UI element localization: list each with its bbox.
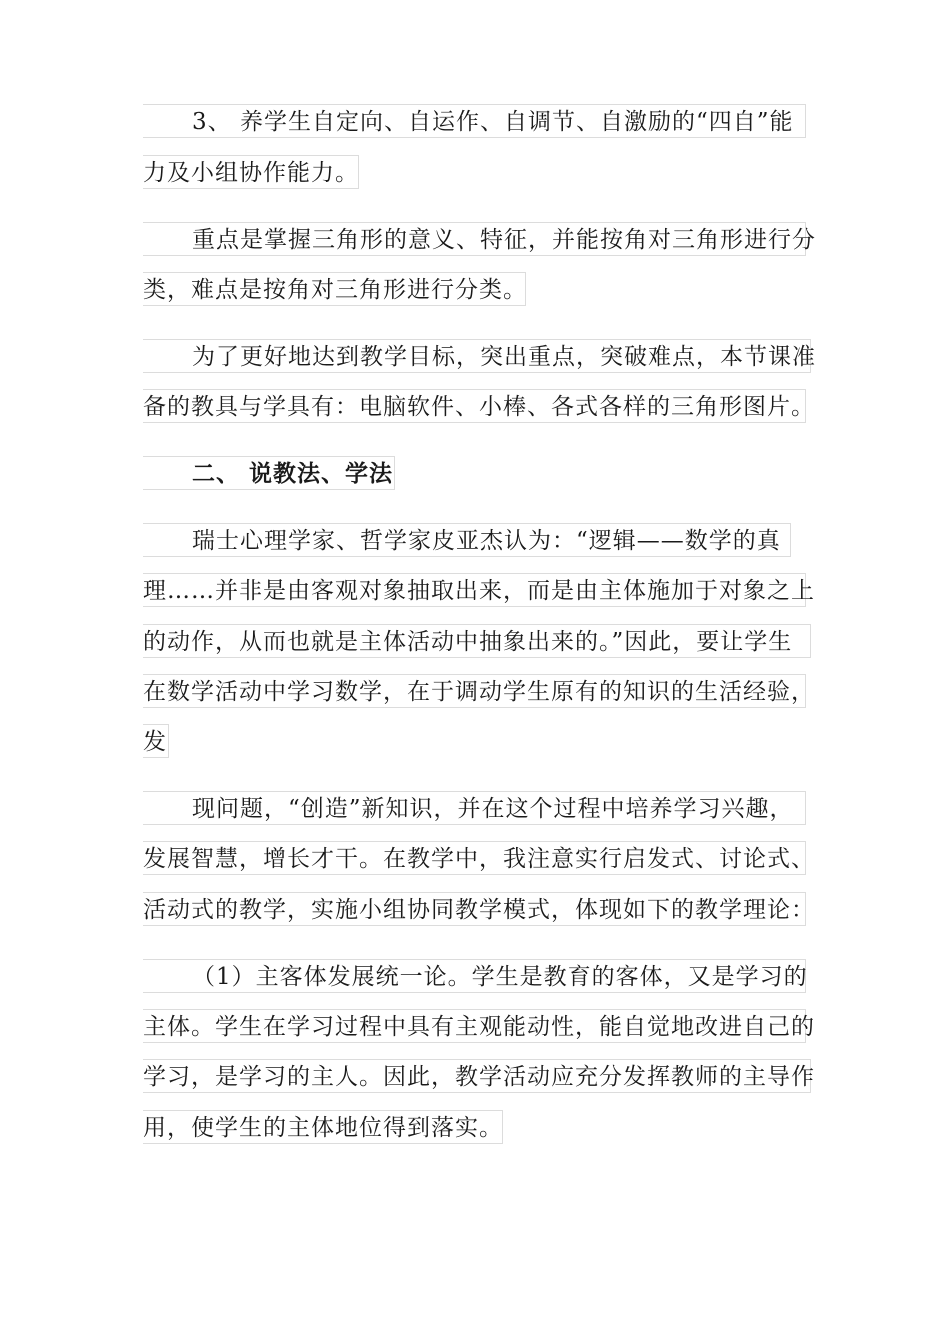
paragraph-line: 为了更好地达到教学目标，突出重点，突破难点，本节课准 <box>143 339 811 373</box>
paragraph-line: 备的教具与学具有：电脑软件、小棒、各式各样的三角形图片。 <box>143 389 806 423</box>
paragraph-line: 发展智慧，增长才干。在教学中，我注意实行启发式、讨论式、 <box>143 841 806 875</box>
paragraph-line: 主体。学生在学习过程中具有主观能动性，能自觉地改进自己的 <box>143 1009 806 1043</box>
paragraph-line: 在数学活动中学习数学，在于调动学生原有的知识的生活经验， <box>143 674 806 708</box>
paragraph-line: 3、 养学生自定向、自运作、自调节、自激励的“四自”能 <box>143 104 806 138</box>
paragraph-line: 的动作，从而也就是主体活动中抽象出来的。”因此，要让学生 <box>143 624 811 658</box>
section-heading: 二、 说教法、学法 <box>143 456 395 490</box>
paragraph-line: 发 <box>143 724 169 758</box>
paragraph-line: 学习，是学习的主人。因此，教学活动应充分发挥教师的主导作 <box>143 1059 811 1093</box>
paragraph-line: （1）主客体发展统一论。学生是教育的客体，又是学习的 <box>143 959 806 993</box>
paragraph-line: 理……并非是由客观对象抽取出来，而是由主体施加于对象之上 <box>143 573 806 607</box>
paragraph-line: 现问题，“创造”新知识，并在这个过程中培养学习兴趣， <box>143 791 806 825</box>
paragraph-line: 活动式的教学，实施小组协同教学模式，体现如下的教学理论： <box>143 892 806 926</box>
paragraph-line: 重点是掌握三角形的意义、特征，并能按角对三角形进行分 <box>143 222 806 256</box>
paragraph-line: 类，难点是按角对三角形进行分类。 <box>143 272 526 306</box>
paragraph-line: 瑞士心理学家、哲学家皮亚杰认为：“逻辑——数学的真 <box>143 523 791 557</box>
paragraph-line: 用，使学生的主体地位得到落实。 <box>143 1110 503 1144</box>
paragraph-line: 力及小组协作能力。 <box>143 155 359 189</box>
